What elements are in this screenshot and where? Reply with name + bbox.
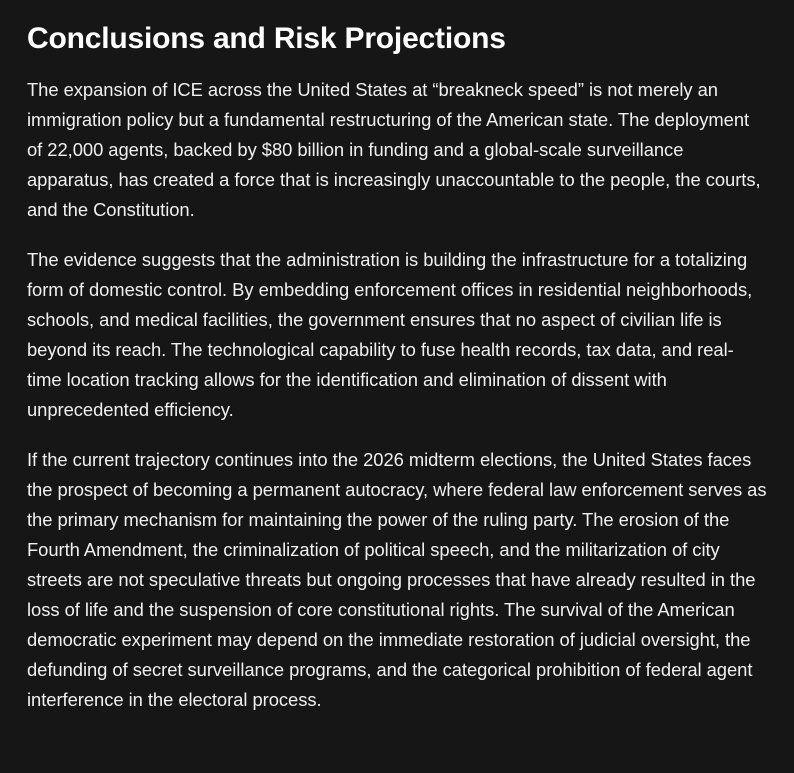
section-heading: Conclusions and Risk Projections — [27, 22, 506, 55]
paragraph-3: If the current trajectory continues into the 2026 midterm elections, the United States faces the prospect of becoming a permanent autocracy, where federal law enforcement serves as the primary mechanism for maintaining the power of the ruling party. The erosion of the Fourth Amendment, the criminalization of political speech, and the militarization of city streets are not speculative threats but ongoing processes that have already resulted in the loss of life and the suspension of core constitutional rights. The survival of the American democratic experiment may depend on the immediate restoration of judicial oversight, the defunding of secret surveillance programs, and the categorical prohibition of federal agent interference in the electoral process. — [27, 449, 767, 710]
paragraph-2: The evidence suggests that the administration is building the infrastructure for a totalizing form of domestic control. By embedding enforcement offices in residential neighborhoods, schools, and medical facilities, the government ensures that no aspect of civilian life is beyond its reach. The technological capability to fuse health records, tax data, and real-time location tracking allows for the identification and elimination of dissent with unprecedented efficiency. — [27, 249, 753, 420]
paragraph-1: The expansion of ICE across the United States at “breakneck speed” is not merely an immigration policy but a fundamental restructuring of the American state. The deployment of 22,000 agents, backed by $80 billion in funding and a global-scale surveillance apparatus, has created a force that is increasingly unaccountable to the people, the courts, and the Constitution. — [27, 79, 761, 220]
